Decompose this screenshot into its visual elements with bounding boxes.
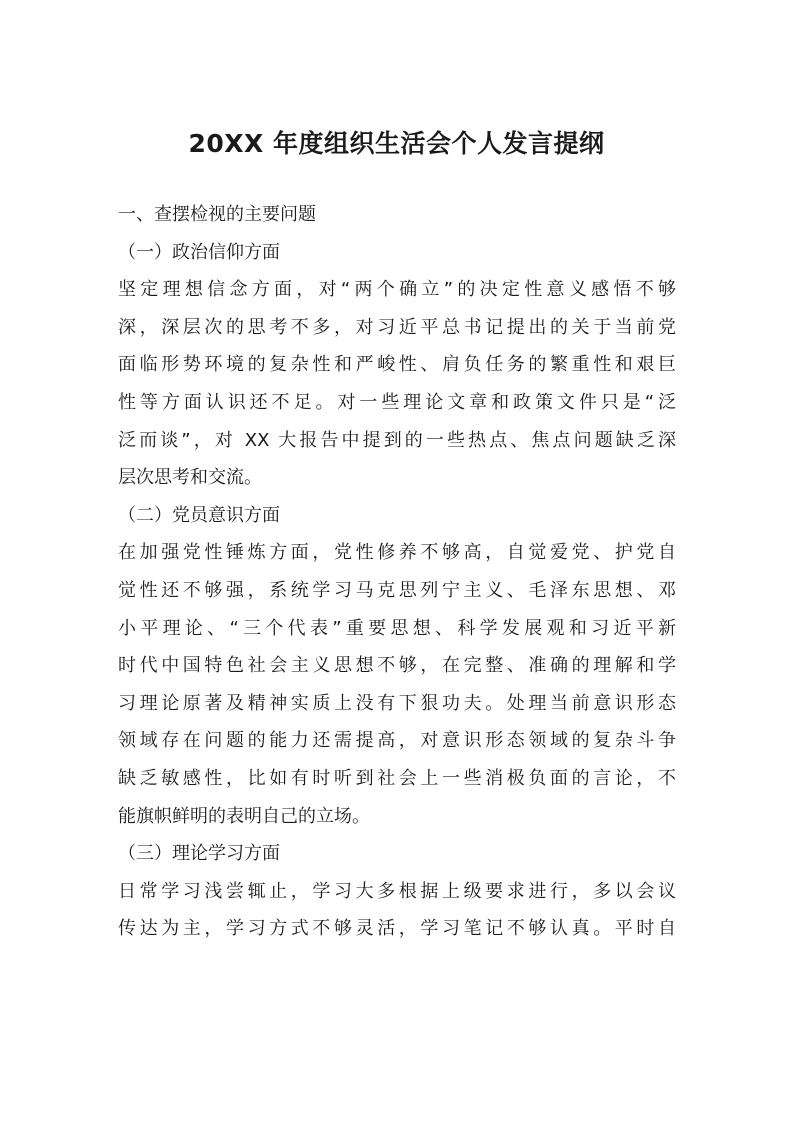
paragraph-line: 缺乏敏感性，比如有时听到社会上一些消极负面的言论，不 [118, 767, 676, 789]
paragraph-line: 泛而谈”，对 XX 大报告中提到的一些热点、焦点问题缺乏深 [118, 429, 676, 451]
document-title: 20XX 年度组织生活会个人发言提纲 [188, 129, 605, 158]
subsection-heading-party-awareness: （二）党员意识方面 [118, 504, 280, 526]
paragraph-line: 面临形势环境的复杂性和严峻性、肩负任务的繁重性和艰巨 [118, 354, 676, 376]
paragraph-line: 坚定理想信念方面，对“两个确立”的决定性意义感悟不够 [118, 279, 676, 301]
paragraph-line: 层次思考和交流。 [118, 467, 262, 489]
subsection-heading-theory-study: （三）理论学习方面 [118, 843, 280, 865]
section-heading: 一、查摆检视的主要问题 [118, 204, 316, 225]
paragraph-line: 传达为主，学习方式不够灵活，学习笔记不够认真。平时自 [118, 918, 676, 940]
paragraph-line: 性等方面认识还不足。对一些理论文章和政策文件只是“泛 [118, 391, 676, 413]
document-body [118, 196, 676, 948]
paragraph-line: 领域存在问题的能力还需提高，对意识形态领域的复杂斗争 [118, 730, 676, 752]
paragraph-line: 深，深层次的思考不多，对习近平总书记提出的关于当前党 [118, 316, 676, 338]
paragraph-line: 在加强党性锤炼方面，党性修养不够高，自觉爱党、护党自 [118, 542, 676, 564]
paragraph-line: 小平理论、“三个代表”重要思想、科学发展观和习近平新 [118, 617, 676, 639]
paragraph-line: 觉性还不够强，系统学习马克思列宁主义、毛泽东思想、邓 [118, 579, 676, 601]
paragraph-line: 能旗帜鲜明的表明自己的立场。 [118, 805, 370, 827]
paragraph-line: 时代中国特色社会主义思想不够，在完整、准确的理解和学 [118, 655, 676, 677]
paragraph-line: 习理论原著及精神实质上没有下狠功夫。处理当前意识形态 [118, 692, 676, 714]
subsection-heading-political-belief: （一）政治信仰方面 [118, 241, 280, 263]
paragraph-line: 日常学习浅尝辄止，学习大多根据上级要求进行，多以会议 [118, 880, 676, 902]
